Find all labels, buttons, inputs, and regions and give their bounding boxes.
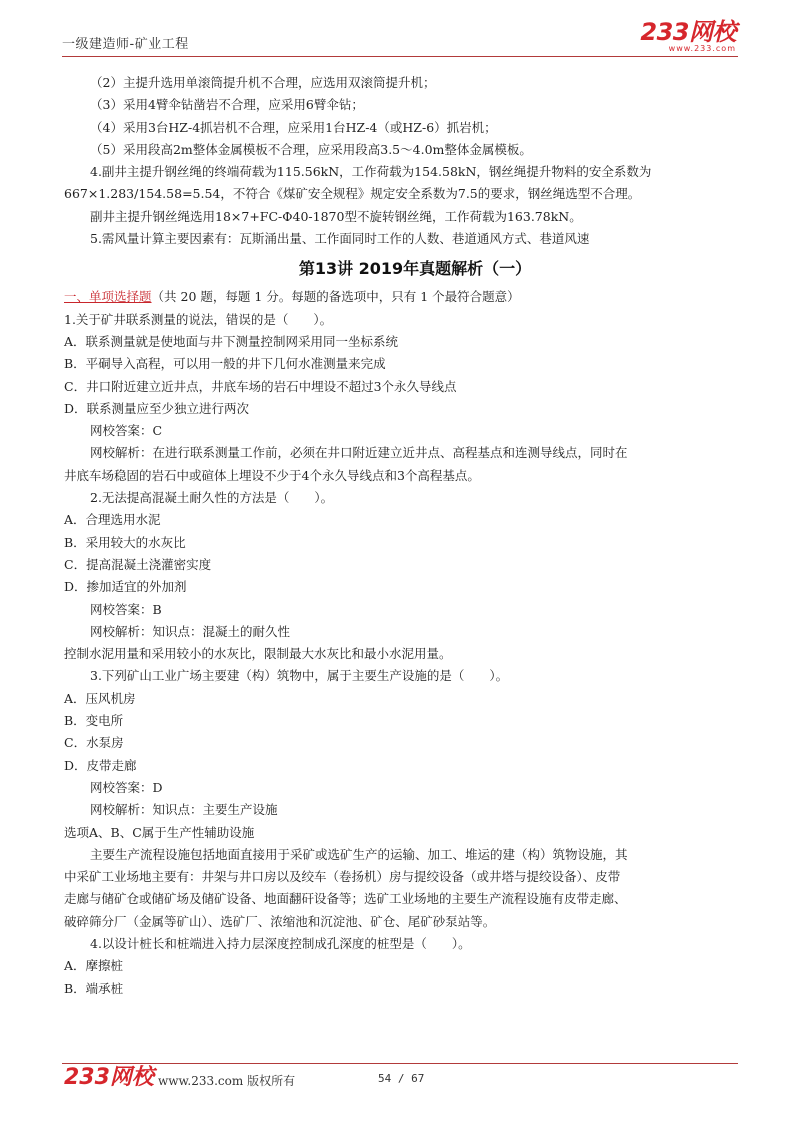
question-stem: 2.无法提高混凝土耐久性的方法是（ ）。	[90, 490, 334, 506]
option-item: C．提高混凝土浇灌密实度	[64, 556, 212, 572]
note-line: 走廊与储矿仓或储矿场及储矿设备、地面翻矸设备等；选矿工业场地的主要生产流程设施有皮带走廊、	[64, 891, 627, 907]
paragraph-line: 副井主提升钢丝绳选用18×7+FC-Φ40-1870型不旋转钢丝绳，工作荷载为163.78kN。	[90, 208, 582, 224]
analysis-line: 网校解析：知识点：混凝土的耐久性	[90, 623, 291, 639]
option-item: B．端承桩	[64, 980, 124, 996]
answer-line: 网校答案：C	[90, 423, 163, 439]
analysis-line: 井底车场稳固的岩石中或碹体上埋设不少于4个永久导线点和3个高程基点。	[64, 467, 480, 483]
section-head-desc: （共 20 题，每题 1 分。每题的备选项中，只有 1 个最符合题意）	[151, 289, 520, 305]
footer-logo[interactable]: 233网校	[64, 1065, 154, 1090]
text-line: （4）采用3台HZ-4抓岩机不合理，应采用1台HZ-4（或HZ-6）抓岩机；	[90, 119, 497, 135]
question-stem: 1.关于矿井联系测量的说法，错误的是（ ）。	[64, 311, 333, 327]
option-item: A．联系测量就是使地面与井下测量控制网采用同一坐标系统	[64, 333, 399, 349]
analysis-line: 网校解析：在进行联系测量工作前，必须在井口附近建立近井点、高程基点和连测导线点，同时在	[90, 445, 628, 461]
option-item: A．压风机房	[64, 690, 136, 706]
lecture-title: 第13讲 2019年真题解析（一）	[298, 259, 532, 279]
footer-copyright: www.233.com 版权所有	[158, 1074, 296, 1088]
paragraph-line: 5.需风量计算主要因素有：瓦斯涌出量、工作面同时工作的人数、巷道通风方式、巷道风速	[90, 231, 590, 247]
document-body	[64, 72, 740, 1000]
option-item: B．变电所	[64, 713, 124, 729]
note-line: 破碎筛分厂（金属等矿山）、选矿厂、浓缩池和沉淀池、矿仓、尾矿砂泵站等。	[64, 913, 496, 929]
note-line: 控制水泥用量和采用较小的水灰比，限制最大水灰比和最小水泥用量。	[64, 646, 452, 662]
logo-url: www.233.com	[668, 44, 736, 53]
option-item: A．摩擦桩	[64, 958, 124, 974]
option-item: D．皮带走廊	[64, 757, 137, 773]
question-stem: 4.以设计桩长和桩端进入持力层深度控制成孔深度的桩型是（ ）。	[90, 935, 471, 951]
text-line: （2）主提升选用单滚筒提升机不合理，应选用双滚筒提升机；	[90, 75, 436, 90]
section-head-label: 一、单项选择题	[64, 289, 152, 305]
logo-text: 233网校	[640, 18, 736, 46]
note-line: 选项A、B、C属于生产性辅助设施	[64, 824, 255, 840]
paragraph-line: 4.副井主提升钢丝绳的终端荷载为115.56kN，工作荷载为154.58kN，钢丝绳提升物料的安全系数为	[90, 164, 652, 180]
page-number: 54 / 67	[378, 1072, 425, 1085]
paragraph-line: 667×1.283/154.58=5.54，不符合《煤矿安全规程》规定安全系数为7.5的要求，钢丝绳选型不合理。	[64, 186, 641, 202]
option-item: D．掺加适宜的外加剂	[64, 579, 187, 595]
option-item: A．合理选用水泥	[64, 512, 161, 528]
note-line: 中采矿工业场地主要有：井架与井口房以及绞车（卷扬机）房与提绞设备（或井塔与提绞设备）、皮带	[64, 869, 621, 885]
header-title: 一级建造师-矿业工程	[62, 37, 189, 52]
note-line: 主要生产流程设施包括地面直接用于采矿或选矿生产的运输、加工、堆运的建（构）筑物设施，其	[90, 846, 628, 862]
option-item: C．水泵房	[64, 735, 124, 751]
option-item: B．采用较大的水灰比	[64, 534, 186, 550]
answer-line: 网校答案：B	[90, 601, 162, 617]
section-heading	[64, 286, 740, 308]
question-stem: 3.下列矿山工业广场主要建（构）筑物中，属于主要生产设施的是（ ）。	[90, 668, 509, 684]
answer-line: 网校答案：D	[90, 779, 163, 795]
text-line: （5）采用段高2m整体金属模板不合理，应采用段高3.5～4.0m整体金属模板。	[90, 141, 532, 157]
footer-divider	[62, 1063, 738, 1064]
option-item: C．井口附近建立近井点，井底车场的岩石中埋设不超过3个永久导线点	[64, 378, 457, 394]
brand-logo[interactable]	[640, 20, 736, 53]
option-item: D．联系测量应至少独立进行两次	[64, 400, 250, 416]
header-divider	[62, 56, 738, 57]
analysis-line: 网校解析：知识点：主要生产设施	[90, 802, 278, 818]
option-item: B．平硐导入高程，可以用一般的井下几何水准测量来完成	[64, 356, 386, 372]
text-line: （3）采用4臂伞钻凿岩不合理，应采用6臂伞钻；	[90, 97, 364, 113]
